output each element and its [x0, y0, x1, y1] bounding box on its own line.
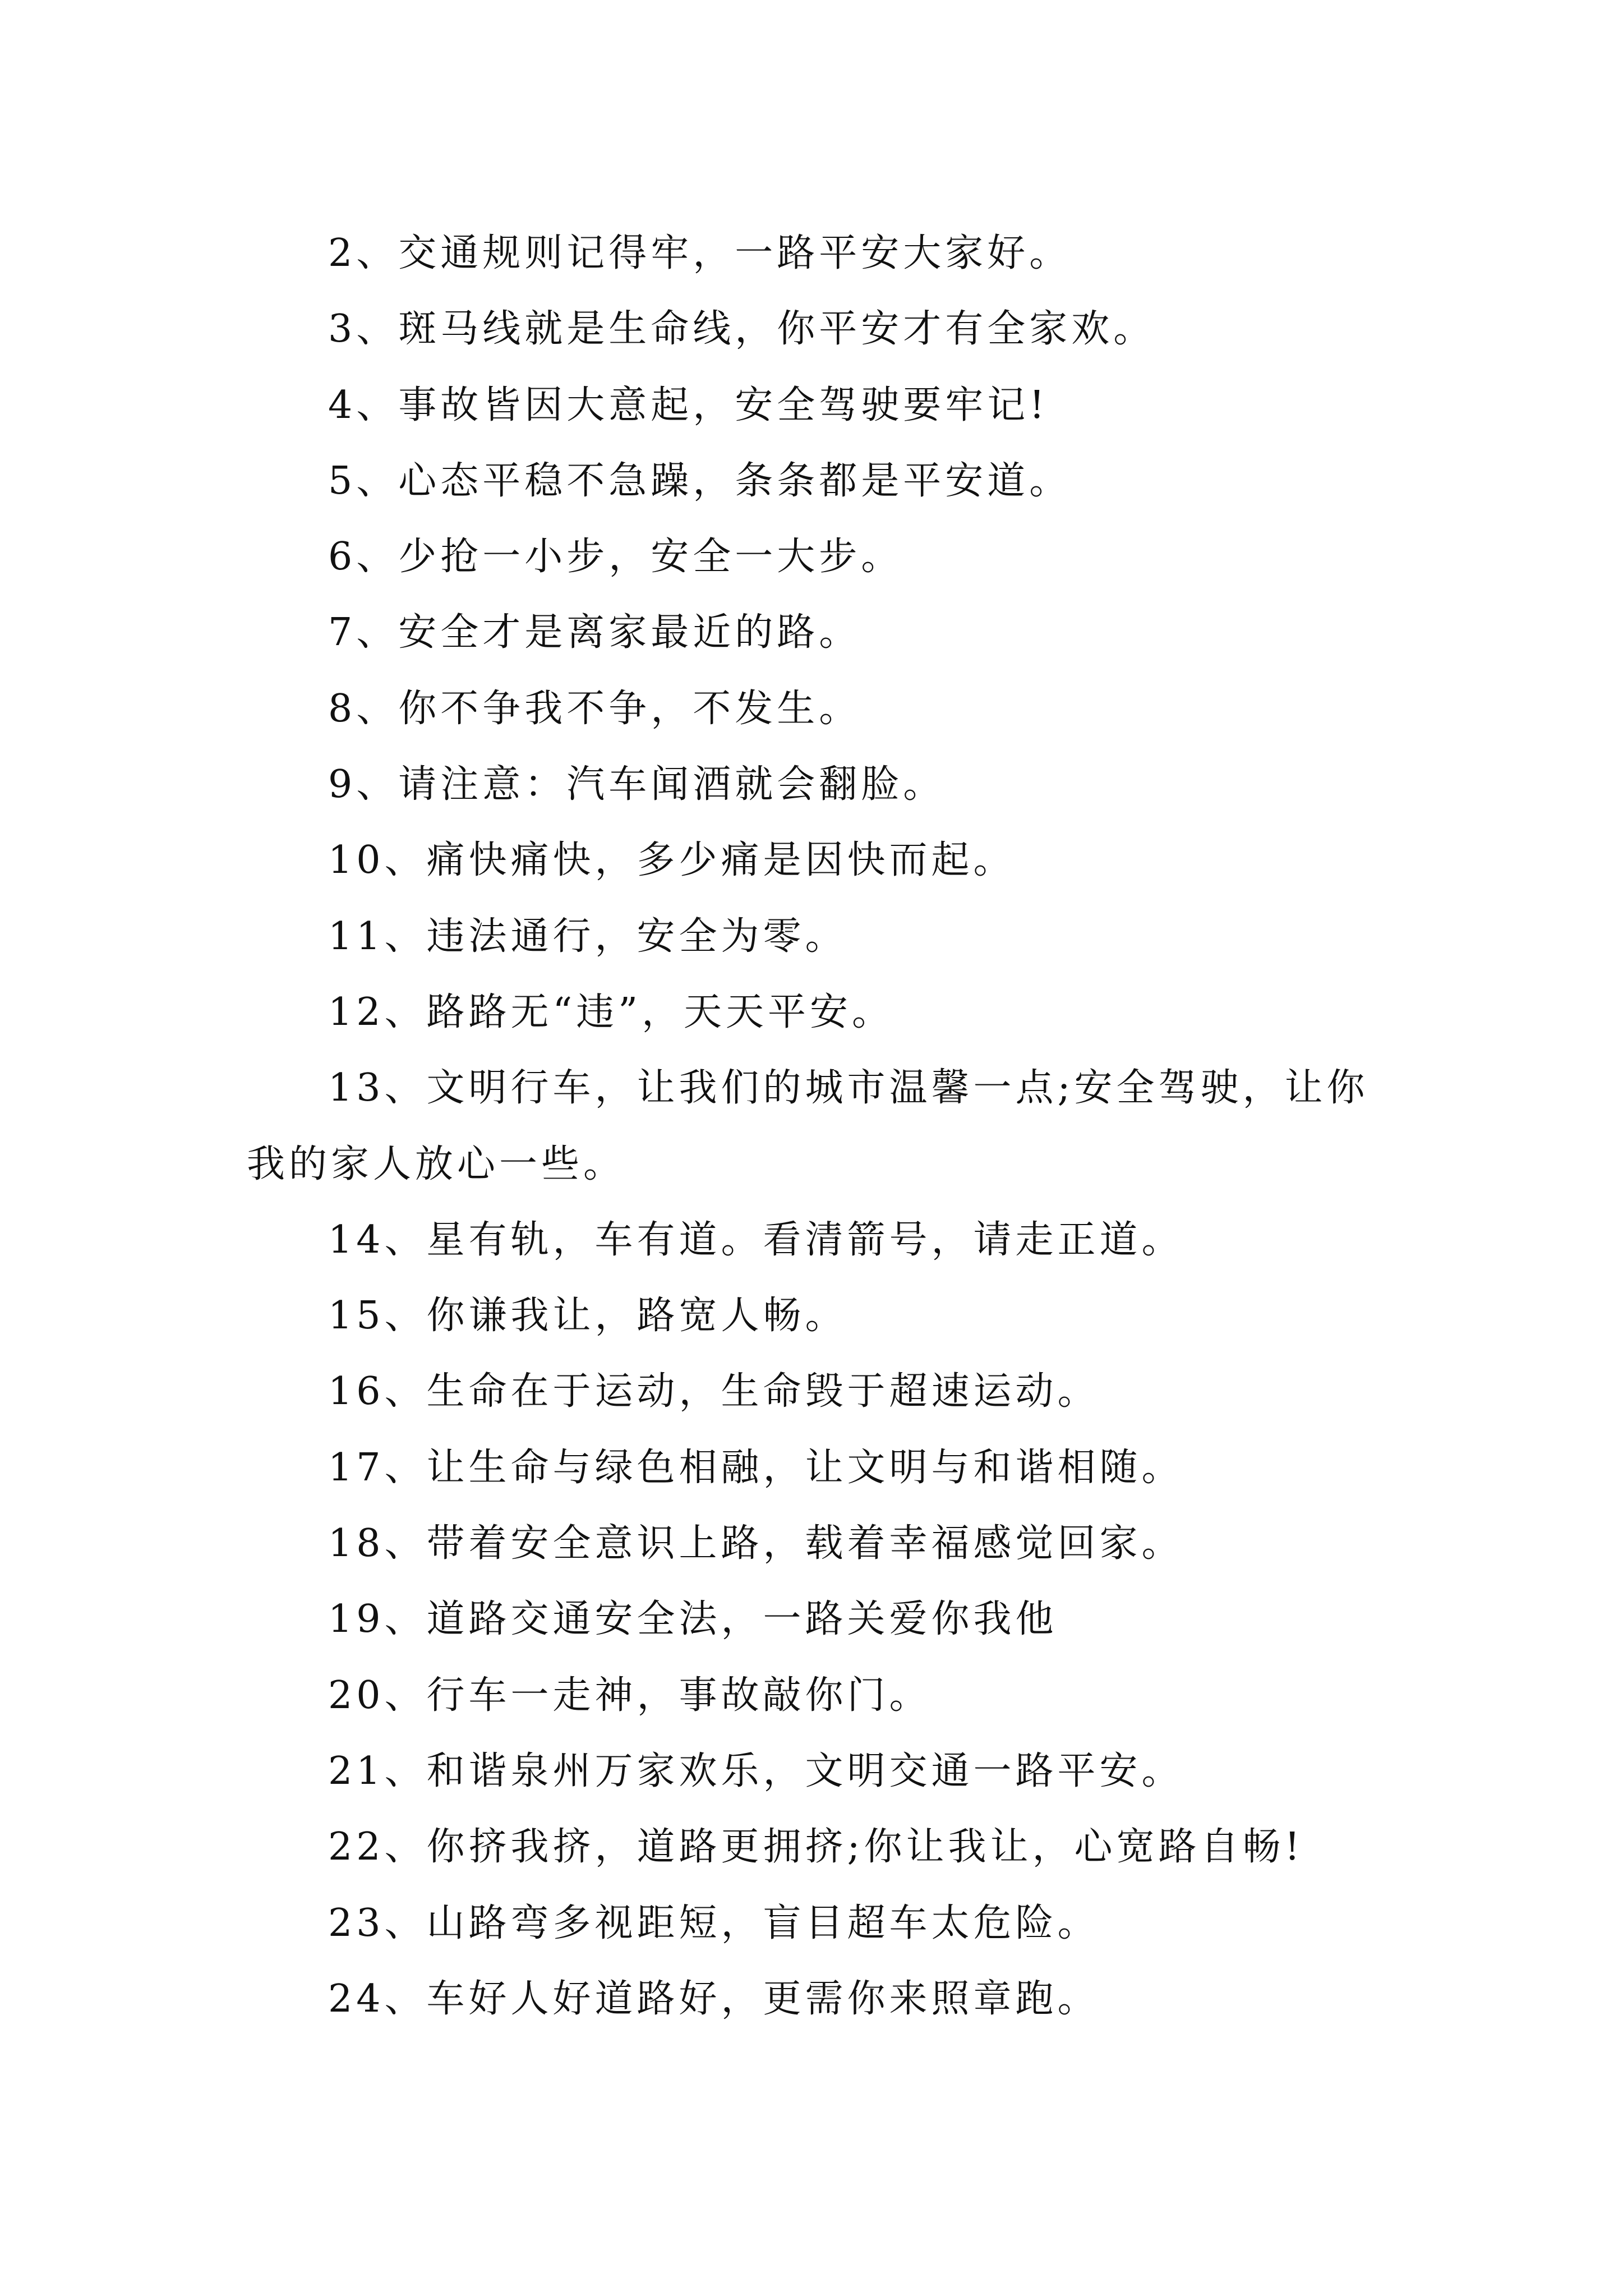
paragraph-24: 24、车好人好道路好，更需你来照章跑。: [328, 1976, 1100, 2021]
paragraph-8: 8、你不争我不争，不发生。: [328, 686, 861, 731]
paragraph-22: 22、你挤我挤，道路更拥挤;你让我让，心宽路自畅!: [328, 1825, 1304, 1870]
paragraph-3: 3、斑马线就是生命线，你平安才有全家欢。: [328, 307, 1156, 352]
paragraph-19: 19、道路交通安全法，一路关爱你我他: [328, 1597, 1058, 1642]
paragraph-5: 5、心态平稳不急躁，条条都是平安道。: [328, 458, 1072, 503]
paragraph-11: 11、违法通行，安全为零。: [328, 914, 847, 959]
paragraph-9: 9、请注意：汽车闻酒就会翻脸。: [328, 762, 946, 807]
paragraph-23: 23、山路弯多视距短，盲目超车太危险。: [328, 1901, 1100, 1945]
paragraph-21: 21、和谐泉州万家欢乐，文明交通一路平安。: [328, 1749, 1184, 1793]
paragraph-14: 14、星有轨，车有道。看清箭号，请走正道。: [328, 1217, 1184, 1262]
paragraph-10: 10、痛快痛快，多少痛是因快而起。: [328, 838, 1016, 883]
paragraph-13: 13、文明行车，让我们的城市温馨一点;安全驾驶，让你我的家人放心一些。: [247, 1066, 1369, 1186]
paragraph-20: 20、行车一走神，事故敲你门。: [328, 1673, 932, 1718]
paragraph-16: 16、生命在于运动，生命毁于超速运动。: [328, 1369, 1100, 1414]
paragraph-4: 4、事故皆因大意起，安全驾驶要牢记!: [328, 383, 1049, 427]
paragraph-18: 18、带着安全意识上路，载着幸福感觉回家。: [328, 1521, 1184, 1566]
paragraph-17: 17、让生命与绿色相融，让文明与和谐相随。: [328, 1445, 1184, 1490]
paragraph-2: 2、交通规则记得牢，一路平安大家好。: [328, 231, 1072, 275]
paragraph-15: 15、你谦我让，路宽人畅。: [328, 1294, 847, 1338]
paragraph-12: 12、路路无“违”，天天平安。: [328, 990, 895, 1034]
paragraph-7: 7、安全才是离家最近的路。: [328, 610, 861, 655]
document-body: [247, 215, 1391, 2037]
paragraph-6: 6、少抢一小步，安全一大步。: [328, 535, 903, 579]
